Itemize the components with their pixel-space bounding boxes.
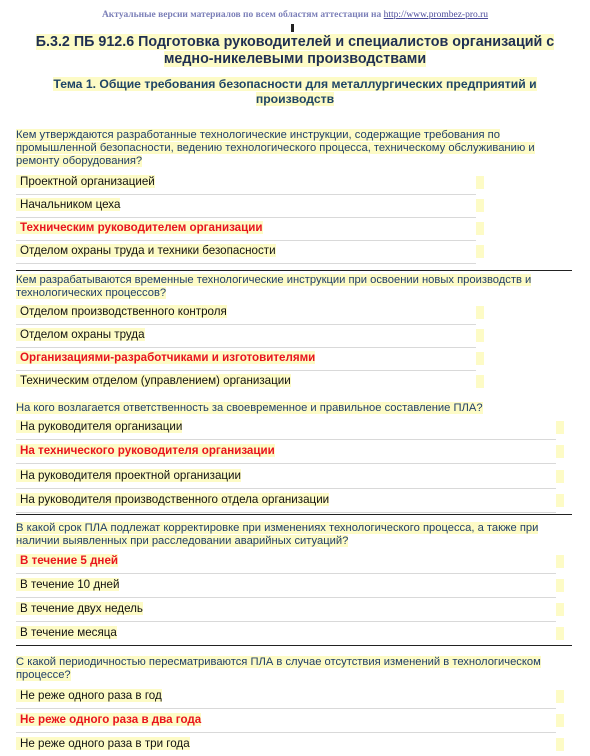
answer-text: В течение 10 дней bbox=[16, 578, 119, 591]
topic-title bbox=[20, 77, 570, 107]
question-text: Кем разрабатываются временные технологические инструкции при освоении новых производств и технологических процессов? bbox=[16, 274, 532, 300]
answer-option[interactable] bbox=[16, 598, 556, 622]
question-text: В какой срок ПЛА подлежат корректировке при изменениях технологического процесса, а также при наличии выявленных при расследовании аварийных ситуаций? bbox=[16, 522, 539, 548]
answer-option-correct[interactable] bbox=[16, 347, 476, 371]
answer-text: Не реже одного раза в два года bbox=[16, 713, 201, 726]
answer-option[interactable] bbox=[16, 171, 476, 195]
answer-option[interactable] bbox=[16, 622, 556, 646]
answer-option[interactable] bbox=[16, 240, 476, 264]
answer-text: Техническим руководителем организации bbox=[16, 221, 263, 234]
top-note bbox=[0, 10, 590, 20]
answer-option[interactable] bbox=[16, 416, 556, 440]
answer-option[interactable] bbox=[16, 465, 556, 489]
answer-text: Не реже одного раза в год bbox=[16, 689, 162, 702]
answer-text: В течение 5 дней bbox=[16, 554, 118, 567]
answer-option[interactable] bbox=[16, 370, 476, 393]
top-note-text: Актуальные версии материалов по всем областям аттестации на bbox=[101, 10, 382, 20]
answer-text: Начальником цеха bbox=[16, 198, 120, 211]
answer-option[interactable] bbox=[16, 324, 476, 348]
answer-text: В течение месяца bbox=[16, 626, 117, 639]
topic-title-text: Тема 1. Общие требования безопасности для металлургических предприятий и производств bbox=[53, 77, 537, 106]
answer-option-correct[interactable] bbox=[16, 709, 556, 733]
answer-option[interactable] bbox=[16, 194, 476, 218]
text-cursor-icon bbox=[291, 24, 294, 32]
section-divider bbox=[16, 514, 572, 515]
question-4 bbox=[16, 522, 572, 548]
answer-text: На технического руководителя организации bbox=[16, 444, 275, 457]
question-2 bbox=[16, 274, 572, 300]
answer-text: Отделом охраны труда bbox=[16, 328, 145, 341]
answer-option-correct[interactable] bbox=[16, 217, 476, 241]
answer-option[interactable] bbox=[16, 489, 556, 513]
document-title bbox=[12, 34, 578, 68]
question-3 bbox=[16, 402, 572, 415]
section-divider bbox=[16, 645, 572, 646]
question-1 bbox=[16, 129, 572, 169]
question-text: На кого возлагается ответственность за своевременное и правильное составление ПЛА? bbox=[16, 402, 483, 414]
answer-text: В течение двух недель bbox=[16, 602, 143, 615]
answer-text: Проектной организацией bbox=[16, 175, 155, 188]
answer-text: На руководителя производственного отдела организации bbox=[16, 493, 329, 506]
answer-text: Отделом охраны труда и техники безопасности bbox=[16, 244, 276, 257]
answer-text: На руководителя организации bbox=[16, 420, 182, 433]
answer-option[interactable] bbox=[16, 733, 556, 756]
section-divider bbox=[16, 270, 572, 271]
answer-text: На руководителя проектной организации bbox=[16, 469, 241, 482]
question-text: Кем утверждаются разработанные технологические инструкции, содержащие требования по промышленной безопасности, ведению технологического процесса, техническому обслуживанию и ремонту оборудования? bbox=[16, 129, 535, 168]
answer-text: Техническим отделом (управлением) организации bbox=[16, 374, 291, 387]
answer-text: Не реже одного раза в три года bbox=[16, 737, 190, 750]
answer-option[interactable] bbox=[16, 685, 556, 709]
answer-text: Отделом производственного контроля bbox=[16, 305, 227, 318]
answer-text: Организациями-разработчиками и изготовителями bbox=[16, 351, 315, 364]
answer-option-correct[interactable] bbox=[16, 440, 556, 464]
document-title-text: Б.3.2 ПБ 912.6 Подготовка руководителей и специалистов организаций с медно-никелевыми производствами bbox=[35, 34, 555, 67]
answer-option-correct[interactable] bbox=[16, 550, 556, 574]
site-link[interactable]: http://www.prombez-pro.ru bbox=[383, 10, 489, 20]
answer-option[interactable] bbox=[16, 301, 476, 325]
question-5 bbox=[16, 656, 572, 682]
answer-option[interactable] bbox=[16, 574, 556, 598]
question-text: С какой периодичностью пересматриваются ПЛА в случае отсутствия изменений в технологическом процессе? bbox=[16, 656, 541, 682]
